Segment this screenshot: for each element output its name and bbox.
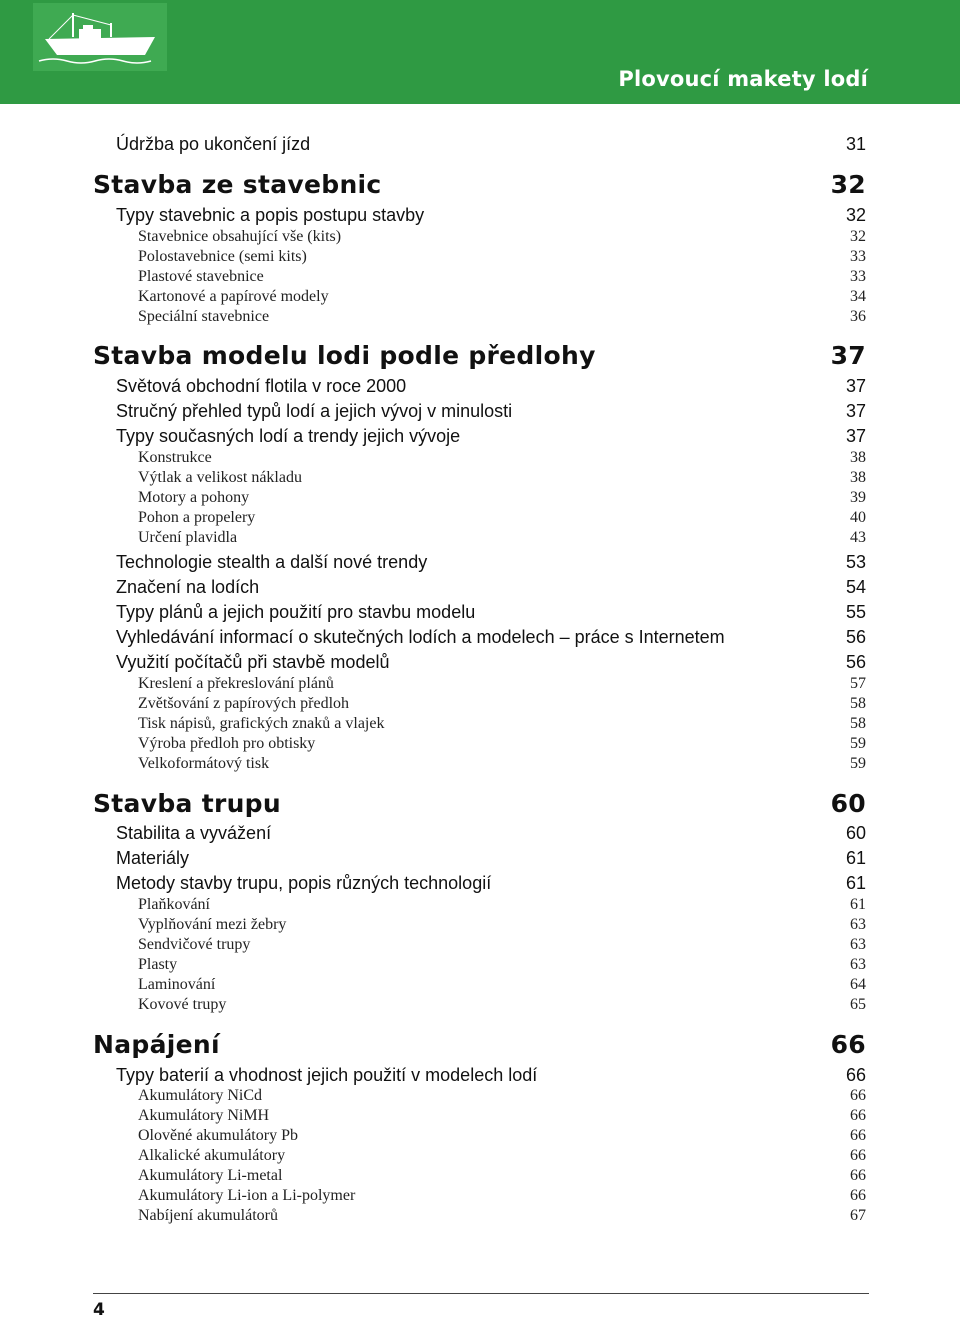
toc-entry-page: 55 — [845, 602, 866, 622]
toc-entry-page: 53 — [845, 552, 866, 572]
toc-entry-page: 59 — [850, 735, 866, 752]
toc-section — [93, 205, 866, 226]
toc-entry-page: 61 — [845, 848, 866, 868]
toc-entry-title: Typy současných lodí a trendy jejich vývoje — [116, 426, 461, 446]
toc-entry-page: 43 — [850, 529, 866, 546]
header-title: Plovoucí makety lodí — [618, 67, 868, 91]
toc-entry-title: Plastové stavebnice — [138, 268, 264, 285]
toc-entry-page: 66 — [850, 1127, 866, 1144]
toc-section — [93, 652, 866, 673]
toc-entry-page: 61 — [850, 896, 866, 913]
toc-entry-page: 66 — [850, 1167, 866, 1184]
toc-entry-page: 67 — [850, 1207, 866, 1224]
toc-subsection — [93, 268, 866, 286]
toc-entry-page: 57 — [850, 675, 866, 692]
toc-section — [93, 627, 866, 648]
toc-entry-title: Nabíjení akumulátorů — [138, 1207, 278, 1224]
toc-entry-page: 64 — [850, 976, 866, 993]
toc-subsection — [93, 715, 866, 733]
toc-entry-title: Vyhledávání informací o skutečných lodích a modelech – práce s Internetem — [116, 627, 725, 647]
toc-entry-page: 33 — [850, 248, 866, 265]
toc-entry-title: Stručný přehled typů lodí a jejich vývoj v minulosti — [116, 401, 513, 421]
toc-entry-page: 63 — [850, 916, 866, 933]
toc-entry-page: 66 — [850, 1147, 866, 1164]
toc-entry-title: Motory a pohony — [138, 489, 250, 506]
toc-entry-title: Technologie stealth a další nové trendy — [116, 552, 428, 572]
toc-entry-title: Plasty — [138, 956, 178, 973]
toc-entry-page: 66 — [845, 1065, 866, 1085]
toc-entry-title: Akumulátory Li-metal — [138, 1167, 283, 1184]
toc-entry-title: Kartonové a papírové modely — [138, 288, 329, 305]
toc-entry-title: Akumulátory NiCd — [138, 1087, 262, 1104]
toc-subsection — [93, 449, 866, 467]
toc-entry-page: 37 — [845, 401, 866, 421]
toc-section — [93, 1065, 866, 1086]
toc-entry-title: Akumulátory Li-ion a Li-polymer — [138, 1187, 356, 1204]
toc-entry-title: Stavba modelu lodi podle předlohy — [93, 341, 596, 370]
toc-subsection — [93, 469, 866, 487]
toc-entry-title: Velkoformátový tisk — [138, 755, 270, 772]
toc-subsection — [93, 996, 866, 1014]
toc-entry-page: 65 — [850, 996, 866, 1013]
toc-subsection — [93, 976, 866, 994]
toc-entry-page: 36 — [850, 308, 866, 325]
toc-section — [93, 401, 866, 422]
toc-entry-title: Určení plavidla — [138, 529, 238, 546]
toc-subsection — [93, 1107, 866, 1125]
toc-entry-page: 37 — [845, 376, 866, 396]
toc-entry-page: 66 — [850, 1107, 866, 1124]
toc-entry-title: Speciální stavebnice — [138, 308, 270, 325]
toc-entry-page: 58 — [850, 715, 866, 732]
toc-entry-page: 33 — [850, 268, 866, 285]
toc-entry-title: Stabilita a vyvážení — [116, 823, 272, 843]
toc-section — [93, 823, 866, 844]
toc-entry-title: Typy baterií a vhodnost jejich použití v modelech lodí — [116, 1065, 538, 1085]
toc-entry-page: 38 — [850, 449, 866, 466]
toc-entry-page: 63 — [850, 936, 866, 953]
toc-entry-title: Sendvičové trupy — [138, 936, 251, 953]
toc-section — [93, 426, 866, 447]
toc-entry-title: Typy stavebnic a popis postupu stavby — [116, 205, 425, 225]
toc-subsection — [93, 735, 866, 753]
toc-entry-page: 56 — [845, 627, 866, 647]
toc-entry-page: 60 — [830, 789, 866, 818]
toc-entry-page: 61 — [845, 873, 866, 893]
toc-entry-title: Pohon a propelery — [138, 509, 256, 526]
toc-section — [93, 602, 866, 623]
toc-section — [93, 376, 866, 397]
toc-subsection — [93, 936, 866, 954]
toc-entry-title: Materiály — [116, 848, 190, 868]
toc-subsection — [93, 529, 866, 547]
toc-subsection — [93, 675, 866, 693]
toc-entry-page: 66 — [850, 1187, 866, 1204]
toc-subsection — [93, 1127, 866, 1145]
toc-entry-page: 58 — [850, 695, 866, 712]
toc-entry-title: Olověné akumulátory Pb — [138, 1127, 298, 1144]
toc-entry-title: Značení na lodích — [116, 577, 260, 597]
footer-divider — [93, 1293, 869, 1294]
toc-entry-title: Alkalické akumulátory — [138, 1147, 286, 1164]
toc-section — [93, 873, 866, 894]
toc-entry-page: 32 — [845, 205, 866, 225]
table-of-contents — [93, 0, 866, 1240]
toc-entry-page: 31 — [845, 134, 866, 154]
toc-entry-page: 37 — [845, 426, 866, 446]
toc-entry-page: 39 — [850, 489, 866, 506]
toc-entry-page: 32 — [850, 228, 866, 245]
toc-entry-page: 54 — [845, 577, 866, 597]
toc-entry-title: Laminování — [138, 976, 216, 993]
toc-entry-page: 63 — [850, 956, 866, 973]
toc-entry-page: 40 — [850, 509, 866, 526]
toc-entry-title: Kovové trupy — [138, 996, 227, 1013]
toc-entry-title: Plaňkování — [138, 896, 210, 913]
toc-entry-page: 37 — [830, 341, 866, 370]
toc-entry-page: 66 — [850, 1087, 866, 1104]
toc-subsection — [93, 248, 866, 266]
toc-subsection — [93, 228, 866, 246]
toc-subsection — [93, 956, 866, 974]
toc-entry-title: Stavebnice obsahující vše (kits) — [138, 228, 342, 245]
toc-subsection — [93, 896, 866, 914]
toc-entry-title: Stavba trupu — [93, 789, 281, 818]
toc-subsection — [93, 1167, 866, 1185]
toc-section — [93, 577, 866, 598]
toc-chapter — [93, 789, 866, 818]
toc-entry-title: Metody stavby trupu, popis různých technologií — [116, 873, 492, 893]
toc-entry-title: Údržba po ukončení jízd — [116, 134, 311, 154]
toc-entry-page: 32 — [830, 170, 866, 199]
toc-subsection — [93, 695, 866, 713]
toc-chapter — [93, 341, 866, 370]
toc-entry-title: Akumulátory NiMH — [138, 1107, 270, 1124]
toc-section — [93, 552, 866, 573]
toc-entry-title: Stavba ze stavebnic — [93, 170, 382, 199]
toc-entry-title: Výroba předloh pro obtisky — [138, 735, 316, 752]
page-number: 4 — [93, 1300, 105, 1320]
toc-entry-page: 59 — [850, 755, 866, 772]
toc-entry-title: Polostavebnice (semi kits) — [138, 248, 307, 265]
toc-entry-title: Světová obchodní flotila v roce 2000 — [116, 376, 407, 396]
toc-chapter — [93, 1030, 866, 1059]
toc-subsection — [93, 509, 866, 527]
toc-entry-title: Kreslení a překreslování plánů — [138, 675, 334, 692]
toc-entry-title: Výtlak a velikost nákladu — [138, 469, 302, 486]
toc-entry-title: Zvětšování z papírových předloh — [138, 695, 350, 712]
toc-entry-page: 56 — [845, 652, 866, 672]
toc-entry-title: Vyplňování mezi žebry — [138, 916, 287, 933]
toc-entry-title: Využití počítačů při stavbě modelů — [116, 652, 390, 672]
toc-entry-page: 34 — [850, 288, 866, 305]
toc-subsection — [93, 1147, 866, 1165]
toc-subsection — [93, 1187, 866, 1205]
toc-entry-title: Konstrukce — [138, 449, 212, 466]
toc-subsection — [93, 288, 866, 306]
toc-subsection — [93, 308, 866, 326]
toc-chapter — [93, 170, 866, 199]
toc-entry-title: Typy plánů a jejich použití pro stavbu modelu — [116, 602, 476, 622]
toc-entry-title: Tisk nápisů, grafických znaků a vlajek — [138, 715, 385, 732]
toc-entry-page: 38 — [850, 469, 866, 486]
toc-subsection — [93, 755, 866, 773]
toc-section — [93, 134, 866, 155]
toc-entry-title: Napájení — [93, 1030, 220, 1059]
toc-entry-page: 60 — [845, 823, 866, 843]
toc-subsection — [93, 489, 866, 507]
toc-subsection — [93, 1207, 866, 1225]
toc-subsection — [93, 1087, 866, 1105]
toc-section — [93, 848, 866, 869]
toc-entry-page: 66 — [830, 1030, 866, 1059]
toc-subsection — [93, 916, 866, 934]
